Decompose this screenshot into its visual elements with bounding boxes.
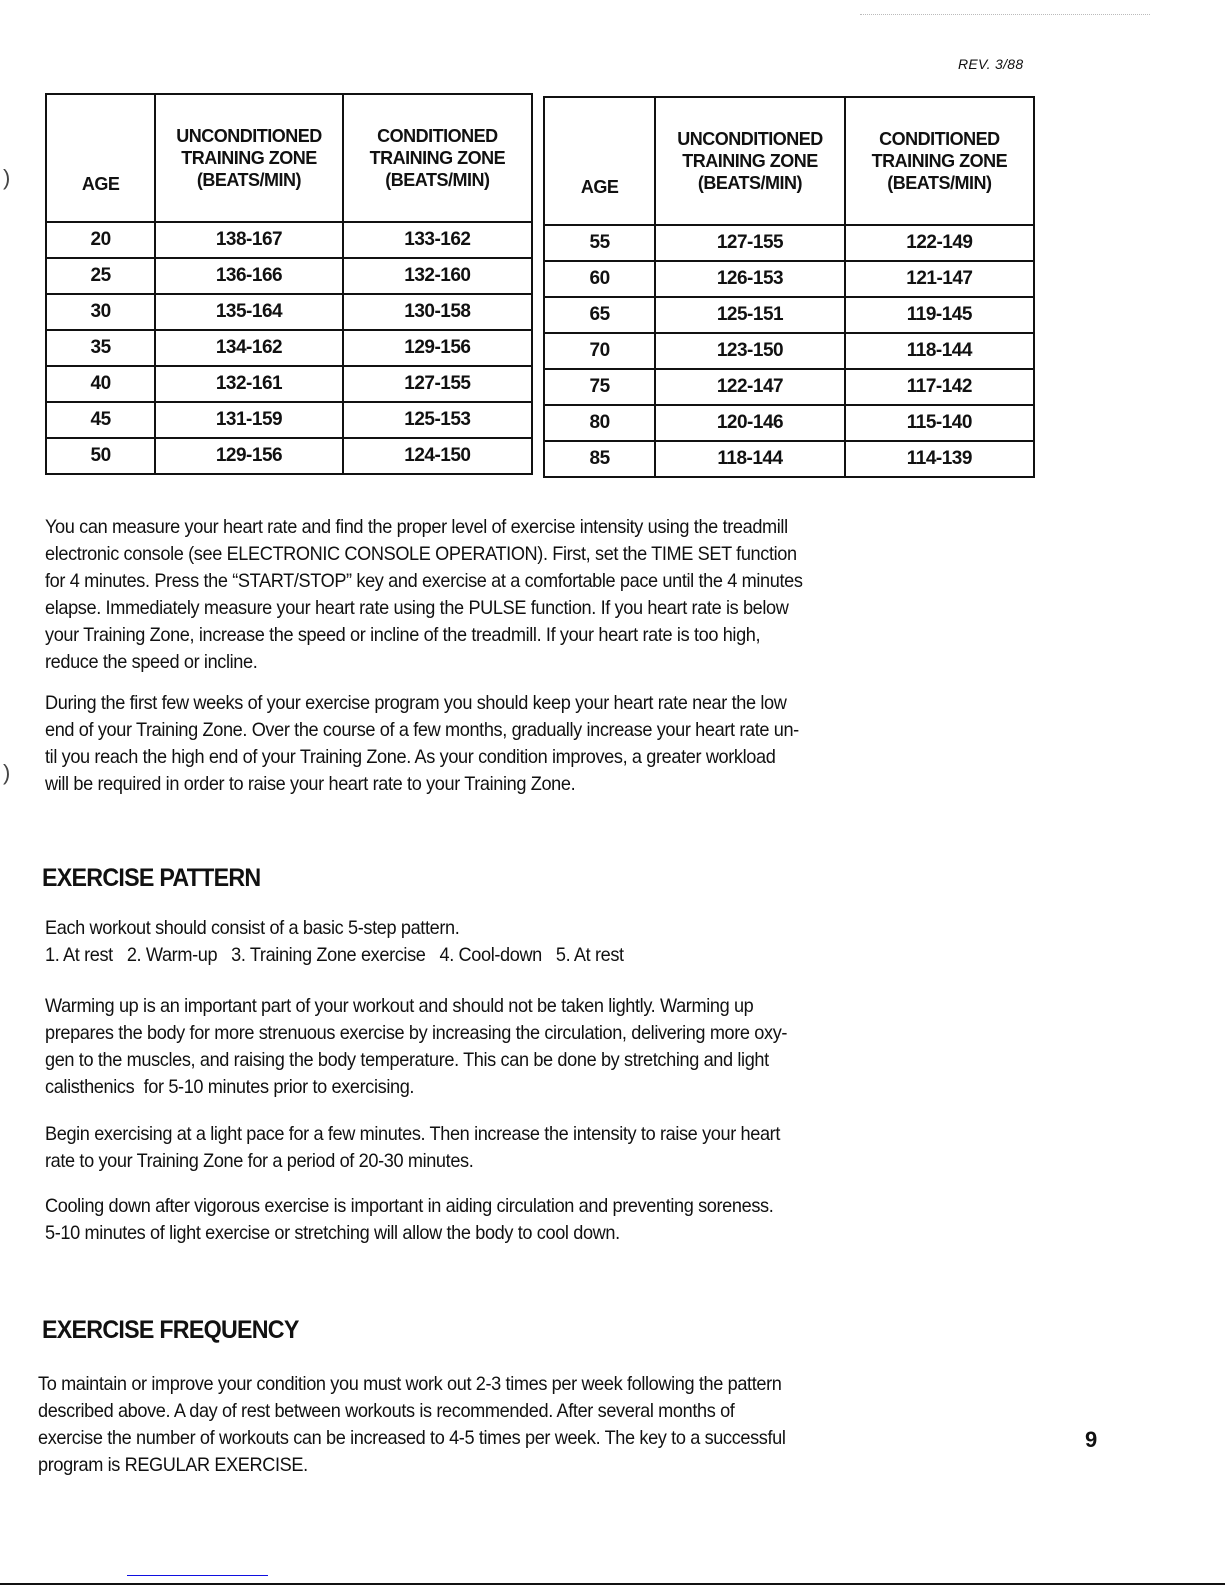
conditioned-cell: 117-142: [845, 369, 1034, 405]
unconditioned-cell: 125-151: [655, 297, 845, 333]
table-row: [544, 297, 1034, 333]
age-cell: 60: [544, 261, 655, 297]
training-zone-table-right: [543, 96, 1035, 478]
table-row: [46, 258, 532, 294]
unconditioned-cell: 138-167: [155, 222, 343, 258]
conditioned-cell: 119-145: [845, 297, 1034, 333]
conditioned-cell: 118-144: [845, 333, 1034, 369]
scan-artifact-line: [860, 14, 1150, 16]
unconditioned-cell: 132-161: [155, 366, 343, 402]
unconditioned-cell: 135-164: [155, 294, 343, 330]
conditioned-cell: 133-162: [343, 222, 532, 258]
unconditioned-cell: 127-155: [655, 225, 845, 261]
age-cell: 35: [46, 330, 155, 366]
unconditioned-cell: 131-159: [155, 402, 343, 438]
age-cell: 85: [544, 441, 655, 477]
table-row: [46, 366, 532, 402]
link-underline: [127, 1575, 268, 1576]
table-row: [544, 441, 1034, 477]
table-row: [46, 438, 532, 474]
unconditioned-cell: 136-166: [155, 258, 343, 294]
conditioned-cell: 132-160: [343, 258, 532, 294]
column-header-unconditioned: UNCONDITIONED TRAINING ZONE (BEATS/MIN): [155, 94, 343, 222]
table-row: [544, 405, 1034, 441]
training-zone-table-left: [45, 93, 533, 475]
age-cell: 55: [544, 225, 655, 261]
age-cell: 25: [46, 258, 155, 294]
age-cell: 45: [46, 402, 155, 438]
table-row: [46, 222, 532, 258]
binding-mark: ): [3, 760, 11, 785]
unconditioned-cell: 126-153: [655, 261, 845, 297]
column-header-conditioned: CONDITIONED TRAINING ZONE (BEATS/MIN): [845, 97, 1034, 225]
conditioned-cell: 122-149: [845, 225, 1034, 261]
table-row: [46, 330, 532, 366]
age-cell: 30: [46, 294, 155, 330]
table-header-row: [544, 97, 1034, 225]
conditioned-cell: 130-158: [343, 294, 532, 330]
measure-heart-rate-paragraph: You can measure your heart rate and find the proper level of exercise intensity using the treadmill electronic console (see ELECTRONIC CONSOLE OPERATION). First, set the TIME SET function for 4 minutes. Press the “START/STOP” key and exercise at a comfortable pace until the 4 minutes elapse. Immediately measure your heart rate using the PULSE function. If you heart rate is below your Training Zone, increase the speed or incline of the treadmill. If your heart rate is too high, reduce the speed or incline.: [45, 516, 803, 673]
exercise-pattern-heading: EXERCISE PATTERN: [42, 864, 261, 892]
conditioned-cell: 121-147: [845, 261, 1034, 297]
unconditioned-cell: 123-150: [655, 333, 845, 369]
table-row: [46, 402, 532, 438]
frequency-paragraph: To maintain or improve your condition you must work out 2-3 times per week following the pattern described above. A day of rest between workouts is recommended. After several months of exercise the number of workouts can be increased to 4-5 times per week. The key to a successful program is REGULAR EXERCISE.: [38, 1373, 786, 1476]
unconditioned-cell: 134-162: [155, 330, 343, 366]
age-cell: 70: [544, 333, 655, 369]
column-header-conditioned: CONDITIONED TRAINING ZONE (BEATS/MIN): [343, 94, 532, 222]
training-paragraph: Begin exercising at a light pace for a few minutes. Then increase the intensity to raise your heart rate to your Training Zone for a period of 20-30 minutes.: [45, 1123, 781, 1172]
binding-mark: ): [3, 165, 11, 190]
column-header-age: AGE: [46, 94, 155, 222]
age-cell: 75: [544, 369, 655, 405]
age-cell: 40: [46, 366, 155, 402]
age-cell: 80: [544, 405, 655, 441]
unconditioned-cell: 122-147: [655, 369, 845, 405]
table-row: [544, 369, 1034, 405]
table-header-row: [46, 94, 532, 222]
age-cell: 20: [46, 222, 155, 258]
table-row: [544, 225, 1034, 261]
conditioned-cell: 125-153: [343, 402, 532, 438]
unconditioned-cell: 120-146: [655, 405, 845, 441]
age-cell: 65: [544, 297, 655, 333]
unconditioned-cell: 129-156: [155, 438, 343, 474]
cooldown-paragraph: Cooling down after vigorous exercise is important in aiding circulation and preventing soreness. 5-10 minutes of light exercise or stretching will allow the body to cool down.: [45, 1195, 774, 1244]
column-header-age: AGE: [544, 97, 655, 225]
conditioned-cell: 115-140: [845, 405, 1034, 441]
conditioned-cell: 124-150: [343, 438, 532, 474]
pattern-intro: Each workout should consist of a basic 5-step pattern. 1. At rest 2. Warm-up 3. Training Zone exercise 4. Cool-down 5. At rest: [45, 917, 624, 966]
conditioned-cell: 129-156: [343, 330, 532, 366]
revision-label: REV. 3/88: [958, 56, 1024, 72]
table-row: [544, 261, 1034, 297]
age-cell: 50: [46, 438, 155, 474]
table-row: [544, 333, 1034, 369]
conditioned-cell: 114-139: [845, 441, 1034, 477]
unconditioned-cell: 118-144: [655, 441, 845, 477]
progress-paragraph: During the first few weeks of your exercise program you should keep your heart rate near the low end of your Training Zone. Over the course of a few months, gradually increase your heart rate un- til you reach the high end of your Training Zone. As your condition improves, a greater workload will be required in order to raise your heart rate to your Training Zone.: [45, 692, 799, 795]
table-row: [46, 294, 532, 330]
page-number: 9: [1085, 1427, 1098, 1452]
warmup-paragraph: Warming up is an important part of your workout and should not be taken lightly. Warming up prepares the body for more strenuous exercise by increasing the circulation, delivering more oxy- gen to the muscles, and raising the body temperature. This can be done by stretching and light calisthenics for 5-10 minutes prior to exercising.: [45, 995, 788, 1098]
column-header-unconditioned: UNCONDITIONED TRAINING ZONE (BEATS/MIN): [655, 97, 845, 225]
conditioned-cell: 127-155: [343, 366, 532, 402]
exercise-frequency-heading: EXERCISE FREQUENCY: [42, 1316, 299, 1344]
